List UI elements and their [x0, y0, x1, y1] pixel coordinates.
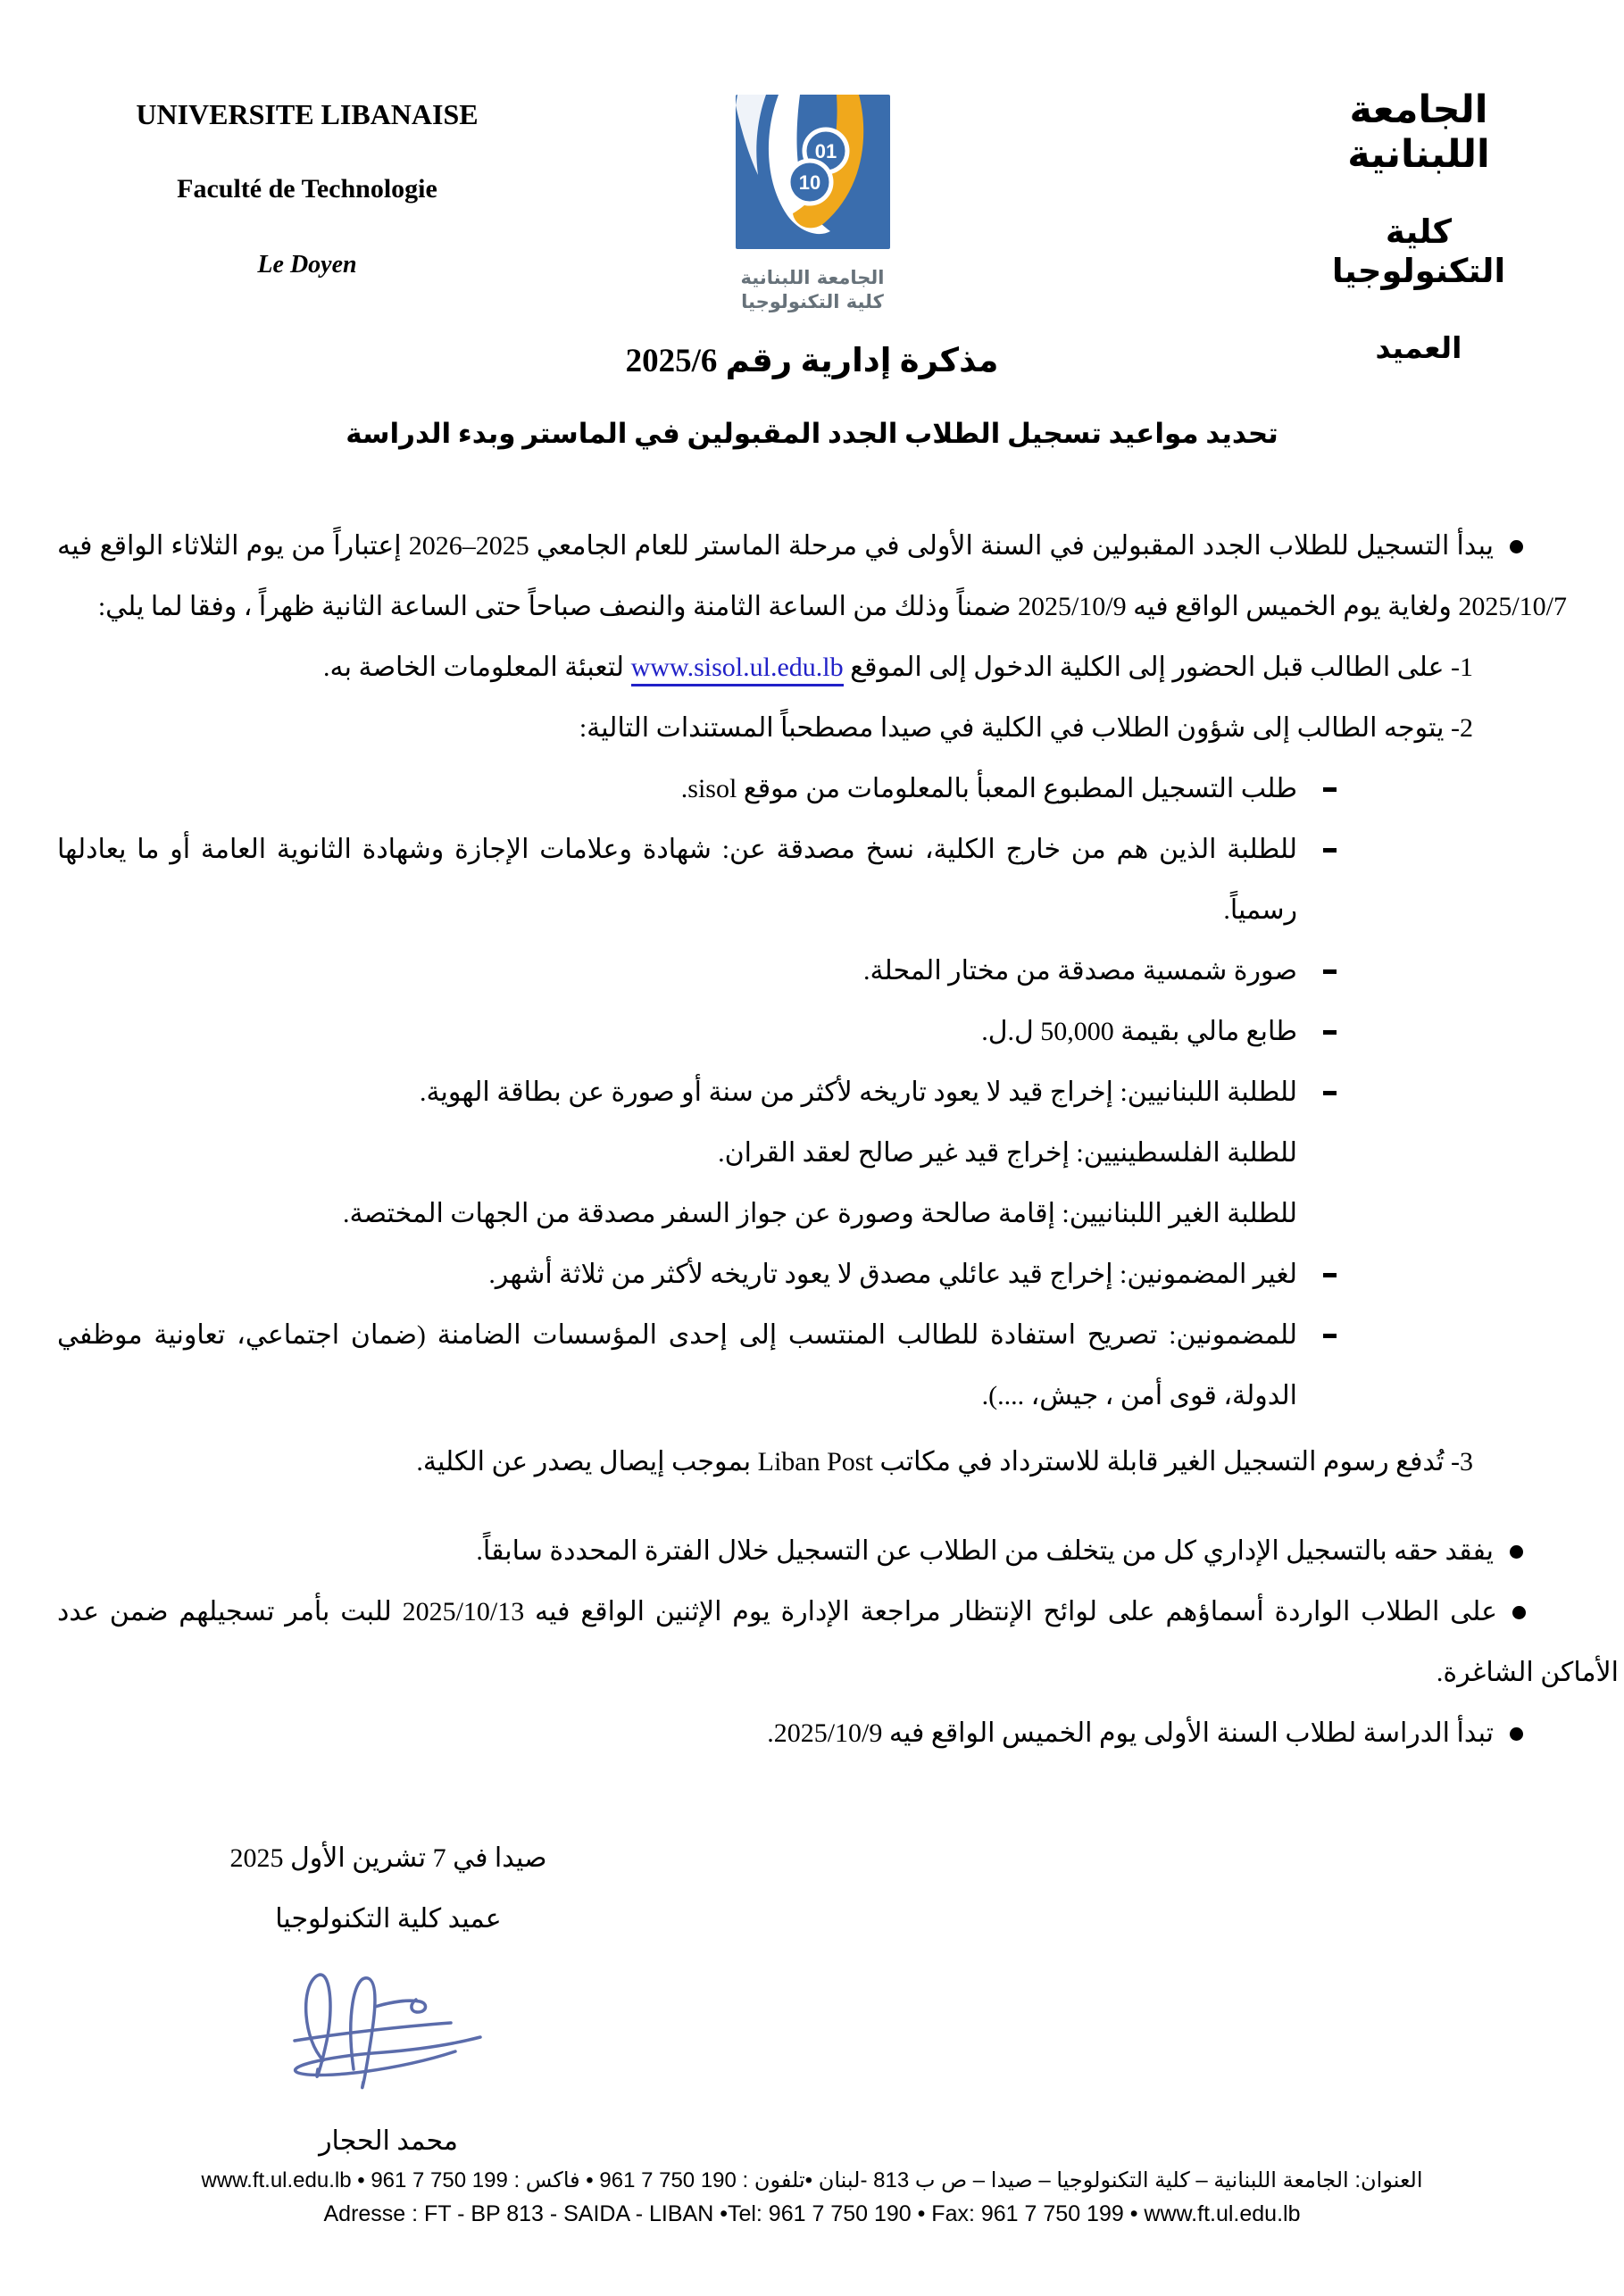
document-item-text: طلب التسجيل المطبوع المعبأ بالمعلومات من موقع sisol. [680, 774, 1297, 803]
dean-title-arabic: العميد [1375, 333, 1462, 365]
document-item-certificates [57, 819, 1337, 941]
header-left-block [79, 98, 536, 279]
document-item-text: صورة شمسية مصدقة من مختار المحلة. [862, 956, 1297, 986]
footer-address-french: Adresse : FT - BP 813 - SAIDA - LIBAN •Tel: 961 7 750 190 • Fax: 961 7 750 199 • www.ft.ul.edu.lb [323, 2201, 1301, 2226]
document-item-civil-records [57, 1062, 1337, 1244]
university-name-latin: UNIVERSITE LIBANAISE [136, 98, 479, 130]
numbered-item-2: 2- يتوجه الطالب إلى شؤون الطلاب في الكلية في صيدا مصطحباً المستندات التالية: [579, 713, 1473, 743]
university-logo-icon [736, 95, 890, 251]
university-name-arabic: الجامعة اللبنانية [1347, 89, 1490, 176]
logo-caption [732, 266, 893, 314]
paragraph-waiting-list [57, 1582, 1619, 1703]
bullet-icon [1512, 1606, 1526, 1619]
paragraph-waiting-list-text: على الطلاب الواردة أسماؤهم على لوائح الإنتظار مراجعة الإدارة يوم الإثنين الواقع فيه 2025/10/13 للبت بأمر تسجيلهم ضمن عدد الأماكن الشاغرة. [57, 1597, 1619, 1687]
signature-role: عميد كلية التكنولوجيا [275, 1904, 502, 1934]
bullet-icon [1510, 540, 1523, 553]
bullet-icon [1510, 1727, 1523, 1741]
paragraph-study-start-text: تبدأ الدراسة لطلاب السنة الأولى يوم الخميس الواقع فيه 2025/10/9. [767, 1718, 1494, 1748]
paragraph-registration-period-text: يبدأ التسجيل للطلاب الجدد المقبولين في السنة الأولى في مرحلة الماستر للعام الجامعي 2025–2026 إعتباراً من يوم الثلاثاء الواقع فيه 2025/10/7 ولغاية يوم الخميس الواقع فيه 2025/10/9 ضمناً وذلك من الساعة الثامنة والنصف صباحاً حتى الساعة الثانية ظهراً ، وفقا لما يلي: [57, 531, 1567, 621]
signature-date-place: صيدا في 7 تشرين الأول 2025 [229, 1843, 547, 1873]
footer [0, 2167, 1624, 2227]
logo-caption-line2: كلية التكنولوجيا [741, 291, 884, 312]
logo-circle-10: 10 [798, 171, 820, 194]
paragraph-study-start [57, 1703, 1567, 1764]
memo-title: مذكرة إدارية رقم 2025/6 [625, 343, 999, 379]
memo-subtitle: تحديد مواعيد تسجيل الطلاب الجدد المقبولين في الماستر وبدء الدراسة [346, 418, 1278, 449]
signature-name: محمد الحجار [319, 2126, 458, 2156]
civil-record-palestinian: للطلبة الفلسطينيين: إخراج قيد غير صالح لعقد القران. [718, 1138, 1297, 1168]
numbered-item-3-pre: 3- تُدفع رسوم التسجيل الغير قابلة للاسترداد في مكاتب [872, 1447, 1473, 1477]
document-item-registration-form [57, 759, 1337, 819]
sisol-website-link[interactable]: www.sisol.ul.edu.lb [631, 653, 844, 686]
dash-icon [1323, 969, 1337, 974]
header-right-block [1303, 87, 1535, 366]
liban-post-label: Liban Post [757, 1447, 873, 1477]
document-item-text: لغير المضمونين: إخراج قيد عائلي مصدق لا يعود تاريخه لأكثر من ثلاثة أشهر. [488, 1260, 1297, 1289]
document-item-insured [57, 1305, 1337, 1427]
civil-record-foreign: للطلبة الغير اللبنانيين: إقامة صالحة وصورة عن جواز السفر مصدقة من الجهات المختصة. [342, 1199, 1297, 1228]
signature-icon [268, 1955, 509, 2098]
numbered-item-1-pre: 1- على الطالب قبل الحضور إلى الكلية الدخول إلى الموقع [843, 653, 1473, 682]
document-item-text: طابع مالي بقيمة 50,000 ل.ل. [981, 1017, 1297, 1046]
numbered-item-3-post: بموجب إيصال يصدر عن الكلية. [416, 1447, 758, 1477]
logo-caption-line1: الجامعة اللبنانية [740, 267, 885, 288]
document-item-text: للمضمونين: تصريح استفادة للطالب المنتسب إلى إحدى المؤسسات الضامنة (ضمان اجتماعي، تعاونية موظفي الدولة، قوى أمن ، جيش، ....). [57, 1320, 1297, 1410]
bullet-icon [1510, 1545, 1523, 1559]
dash-icon [1323, 1091, 1337, 1095]
document-item-uninsured [57, 1244, 1337, 1305]
numbered-item-1 [57, 637, 1473, 698]
paragraph-loss-of-right-text: يفقد حقه بالتسجيل الإداري كل من يتخلف من الطلاب عن التسجيل خلال الفترة المحددة سابقاً. [476, 1536, 1494, 1566]
handwritten-signature [165, 1955, 612, 2120]
dean-title-latin: Le Doyen [257, 251, 357, 279]
numbered-item-1-post: لتعبئة المعلومات الخاصة به. [323, 653, 631, 682]
document-item-photo [57, 941, 1337, 1002]
dash-icon [1323, 848, 1337, 853]
dash-icon [1323, 787, 1337, 792]
paragraph-registration-period [57, 516, 1567, 637]
document-item-text [57, 1062, 1297, 1244]
faculty-name-latin: Faculté de Technologie [177, 174, 437, 204]
signature-block [165, 1828, 612, 2163]
dash-icon [1323, 1030, 1337, 1035]
dash-icon [1323, 1273, 1337, 1277]
civil-record-lebanese: للطلبة اللبنانيين: إخراج قيد لا يعود تاريخه لأكثر من سنة أو صورة عن بطاقة الهوية. [419, 1077, 1297, 1107]
numbered-item-3 [57, 1432, 1473, 1493]
paragraph-loss-of-right [57, 1521, 1567, 1582]
faculty-name-arabic: كلية التكنولوجيا [1331, 214, 1506, 290]
university-logo [732, 95, 893, 314]
document-item-fiscal-stamp [57, 1002, 1337, 1062]
document-item-text: للطلبة الذين هم من خارج الكلية، نسخ مصدقة عن: شهادة وعلامات الإجازة وشهادة الثانوية العامة أو ما يعادلها رسمياً. [57, 835, 1297, 925]
dash-icon [1323, 1334, 1337, 1338]
memo-body [57, 516, 1619, 1764]
footer-address-arabic: العنوان: الجامعة اللبنانية – كلية التكنولوجيا – صيدا – ص ب 813 -لبنان •تلفون : ⁦961 7 750 190⁩ • فاكس : ⁦961 7 750 199⁩ • www.ft.ul.edu.lb [201, 2168, 1423, 2192]
logo-circle-01: 01 [814, 140, 837, 162]
